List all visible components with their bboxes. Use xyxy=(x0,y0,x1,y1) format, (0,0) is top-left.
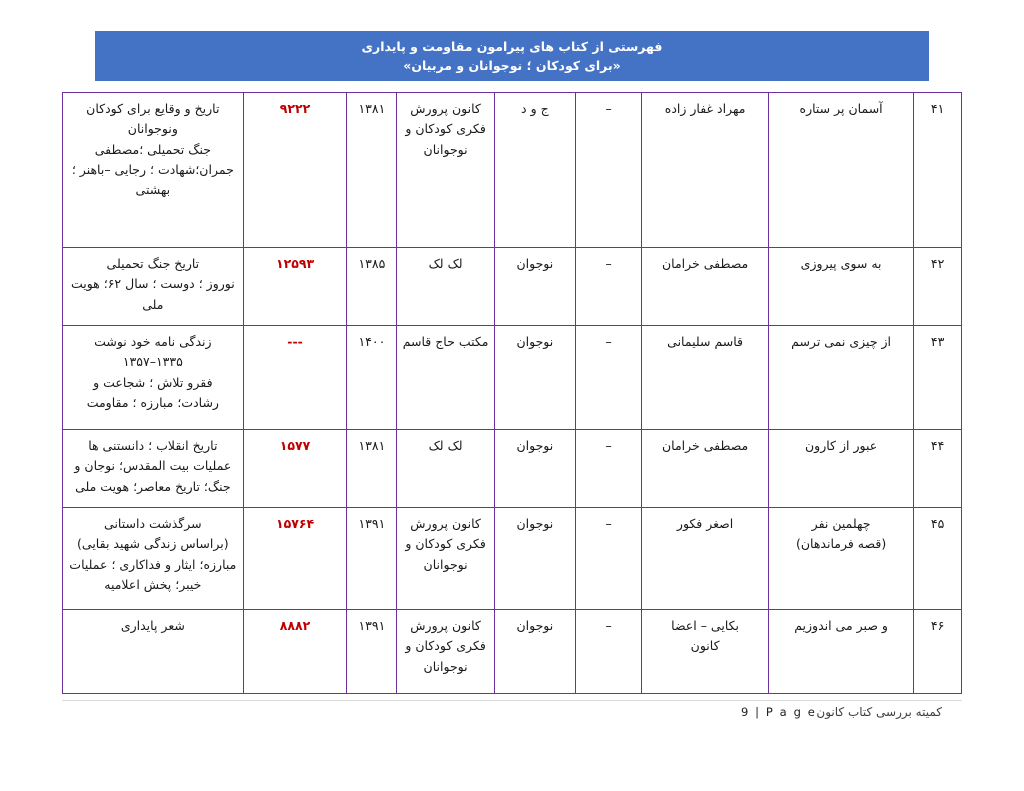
book-pages: – xyxy=(575,248,641,326)
book-code: ۸۸۸۲ xyxy=(243,610,347,694)
book-subject: تاریخ و وقایع برای کودکان ونوجوانان جنگ تحمیلی ؛مصطفی جمران؛شهادت ؛ رجایی –باهنر ؛ بهشتی xyxy=(63,93,244,248)
book-pages: – xyxy=(575,508,641,610)
footer-divider xyxy=(62,700,962,701)
book-author: اصغر فکور xyxy=(642,508,769,610)
book-publisher: کانون پرورش فکری کودکان و نوجوانان xyxy=(397,508,495,610)
book-pages: – xyxy=(575,326,641,430)
book-audience: نوجوان xyxy=(494,248,575,326)
book-author: بکایی – اعضا کانون xyxy=(642,610,769,694)
book-publisher: کانون پرورش فکری کودکان و نوجوانان xyxy=(397,610,495,694)
table-row xyxy=(63,610,962,694)
table-row xyxy=(63,93,962,248)
book-publisher: کانون پرورش فکری کودکان و نوجوانان xyxy=(397,93,495,248)
book-title: به سوی پیروزی xyxy=(768,248,913,326)
table-row xyxy=(63,248,962,326)
row-index: ۴۵ xyxy=(914,508,962,610)
books-table-body xyxy=(63,93,962,694)
row-index: ۴۶ xyxy=(914,610,962,694)
book-code: ۱۵۷۶۴ xyxy=(243,508,347,610)
book-subject: زندگی نامه خود نوشت ۱۳۳۵–۱۳۵۷ فقرو تلاش ؛ شجاعت و رشادت؛ مبارزه ؛ مقاومت xyxy=(63,326,244,430)
banner-title-line-2: «برای کودکان ؛ نوجوانان و مربیان» xyxy=(403,58,621,73)
book-audience: ج و د xyxy=(494,93,575,248)
books-table-wrapper xyxy=(62,92,962,694)
row-index: ۴۲ xyxy=(914,248,962,326)
book-title: آسمان پر ستاره xyxy=(768,93,913,248)
document-title-banner xyxy=(95,31,929,81)
table-row xyxy=(63,326,962,430)
books-table xyxy=(62,92,962,694)
book-author: قاسم سلیمانی xyxy=(642,326,769,430)
book-pages: – xyxy=(575,430,641,508)
book-publisher: لک لک xyxy=(397,430,495,508)
book-audience: نوجوان xyxy=(494,430,575,508)
book-title: و صبر می اندوزیم xyxy=(768,610,913,694)
footer-committee-label: کمیته بررسی کتاب کانون xyxy=(816,705,942,719)
book-year: ۱۳۹۱ xyxy=(347,508,397,610)
book-author: مهراد غفار زاده xyxy=(642,93,769,248)
page-footer xyxy=(62,700,962,719)
row-index: ۴۳ xyxy=(914,326,962,430)
book-code: ۱۲۵۹۳ xyxy=(243,248,347,326)
book-code: --- xyxy=(243,326,347,430)
row-index: ۴۴ xyxy=(914,430,962,508)
book-year: ۱۳۹۱ xyxy=(347,610,397,694)
book-audience: نوجوان xyxy=(494,610,575,694)
book-audience: نوجوان xyxy=(494,508,575,610)
row-index: ۴۱ xyxy=(914,93,962,248)
book-subject: تاریخ انقلاب ؛ دانستنی ها عملیات بیت المقدس؛ نوجان و جنگ؛ تاریخ معاصر؛ هویت ملی xyxy=(63,430,244,508)
book-publisher: مکتب حاج قاسم xyxy=(397,326,495,430)
book-author: مصطفی خرامان xyxy=(642,430,769,508)
book-year: ۱۳۸۵ xyxy=(347,248,397,326)
book-year: ۱۴۰۰ xyxy=(347,326,397,430)
footer-content xyxy=(62,705,962,719)
book-code: ۱۵۷۷ xyxy=(243,430,347,508)
book-pages: – xyxy=(575,610,641,694)
banner-title-line-1: فهرستی از کتاب های پیرامون مقاومت و پایداری xyxy=(361,38,663,54)
book-pages: – xyxy=(575,93,641,248)
table-row xyxy=(63,430,962,508)
book-publisher: لک لک xyxy=(397,248,495,326)
table-row xyxy=(63,508,962,610)
book-year: ۱۳۸۱ xyxy=(347,430,397,508)
book-year: ۱۳۸۱ xyxy=(347,93,397,248)
book-author: مصطفی خرامان xyxy=(642,248,769,326)
page-number: 9 | P a g e xyxy=(740,705,817,719)
book-subject: تاریخ جنگ تحمیلی نوروز ؛ دوست ؛ سال ۶۲؛ هویت ملی xyxy=(63,248,244,326)
book-code: ۹۲۲۲ xyxy=(243,93,347,248)
book-audience: نوجوان xyxy=(494,326,575,430)
book-subject: سرگذشت داستانی (براساس زندگی شهید بقایی) مبارزه؛ ایثار و فداکاری ؛ عملیات خیبر؛ پخش اعلامیه xyxy=(63,508,244,610)
book-title: از چیزی نمی ترسم xyxy=(768,326,913,430)
book-title: چهلمین نفر (قصه فرماندهان) xyxy=(768,508,913,610)
book-title: عبور از کارون xyxy=(768,430,913,508)
book-subject: شعر پایداری xyxy=(63,610,244,694)
